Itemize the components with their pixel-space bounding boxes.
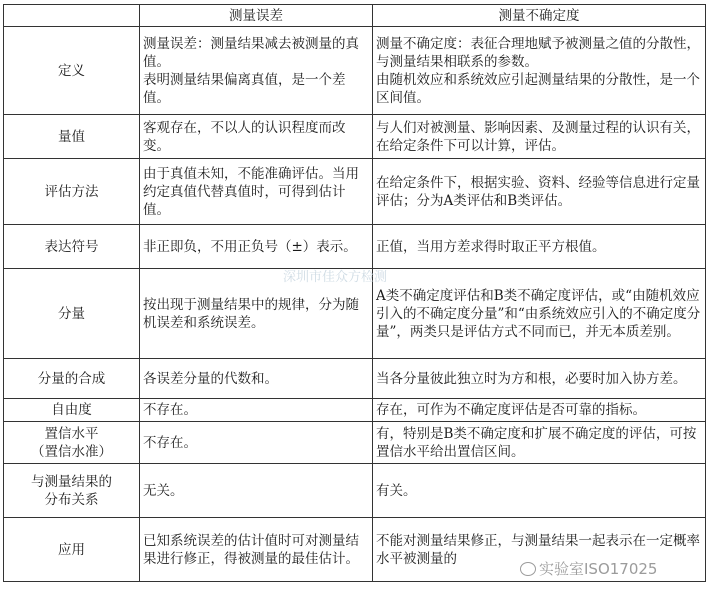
row-label: 表达符号 (4, 225, 140, 269)
uncertainty-cell: 有，特别是B类不确定度和扩展不确定度的评估，可按置信水平给出置信区间。 (373, 422, 706, 464)
row-label: 置信水平 （置信水准） (4, 422, 140, 464)
row-label: 分量 (4, 269, 140, 359)
uncertainty-cell: 当各分量彼此独立时为方和根，必要时加入协方差。 (373, 359, 706, 399)
error-cell: 由于真值未知，不能准确评估。当用约定真值代替真值时，可得到估计值。 (140, 159, 373, 225)
bottom-watermark-text: 实验室ISO17025 (539, 560, 658, 578)
table-row (4, 464, 706, 518)
uncertainty-cell: 存在，可作为不确定度评估是否可靠的指标。 (373, 399, 706, 422)
table-header-row (4, 5, 706, 27)
uncertainty-cell: 在给定条件下，根据实验、资料、经验等信息进行定量评估；分为A类评估和B类评估。 (373, 159, 706, 225)
error-cell: 无关。 (140, 464, 373, 518)
uncertainty-cell: 不能对测量结果修正，与测量结果一起表示在一定概率水平被测量的 (373, 518, 706, 582)
uncertainty-cell: 与人们对被测量、影响因素、及测量过程的认识有关，在给定条件下可以计算，评估。 (373, 115, 706, 159)
table-row (4, 27, 706, 115)
uncertainty-cell: A类不确定度评估和B类不确定度评估，或“由随机效应引入的不确定度分量”和“由系统效应引入的不确定度分量”，两类只是评估方式不同而已，并无本质差别。 (373, 269, 706, 359)
row-label: 与测量结果的 分布关系 (4, 464, 140, 518)
row-label: 应用 (4, 518, 140, 582)
table-row (4, 159, 706, 225)
row-label: 分量的合成 (4, 359, 140, 399)
error-cell: 不存在。 (140, 422, 373, 464)
error-cell: 已知系统误差的估计值时可对测量结果进行修正，得被测量的最佳估计。 (140, 518, 373, 582)
table-row (4, 269, 706, 359)
error-cell: 各误差分量的代数和。 (140, 359, 373, 399)
error-cell: 不存在。 (140, 399, 373, 422)
comparison-table (3, 4, 706, 582)
center-watermark: 深圳市佳众方检测 (283, 270, 388, 285)
error-cell: 测量误差：测量结果减去被测量的真值。 表明测量结果偏离真值，是一个差值。 (140, 27, 373, 115)
error-cell: 按出现于测量结果中的规律，分为随机误差和系统误差。 (140, 269, 373, 359)
table-row (4, 399, 706, 422)
uncertainty-cell: 有关。 (373, 464, 706, 518)
error-cell: 非正即负，不用正负号（±）表示。 (140, 225, 373, 269)
error-cell: 客观存在，不以人的认识程度而改变。 (140, 115, 373, 159)
uncertainty-cell: 正值，当用方差求得时取正平方根值。 (373, 225, 706, 269)
table-row (4, 359, 706, 399)
row-label: 评估方法 (4, 159, 140, 225)
row-label: 定义 (4, 27, 140, 115)
table-row (4, 422, 706, 464)
row-label: 自由度 (4, 399, 140, 422)
table-row (4, 225, 706, 269)
header-label (4, 5, 140, 27)
row-label: 量值 (4, 115, 140, 159)
table-row (4, 518, 706, 582)
uncertainty-cell: 测量不确定度：表征合理地赋予被测量之值的分散性，与测量结果相联系的参数。 由随机效应和系统效应引起测量结果的分散性，是一个区间值。 (373, 27, 706, 115)
header-measurement-uncertainty: 测量不确定度 (373, 5, 706, 27)
table-row (4, 115, 706, 159)
header-measurement-error: 测量误差 (140, 5, 373, 27)
